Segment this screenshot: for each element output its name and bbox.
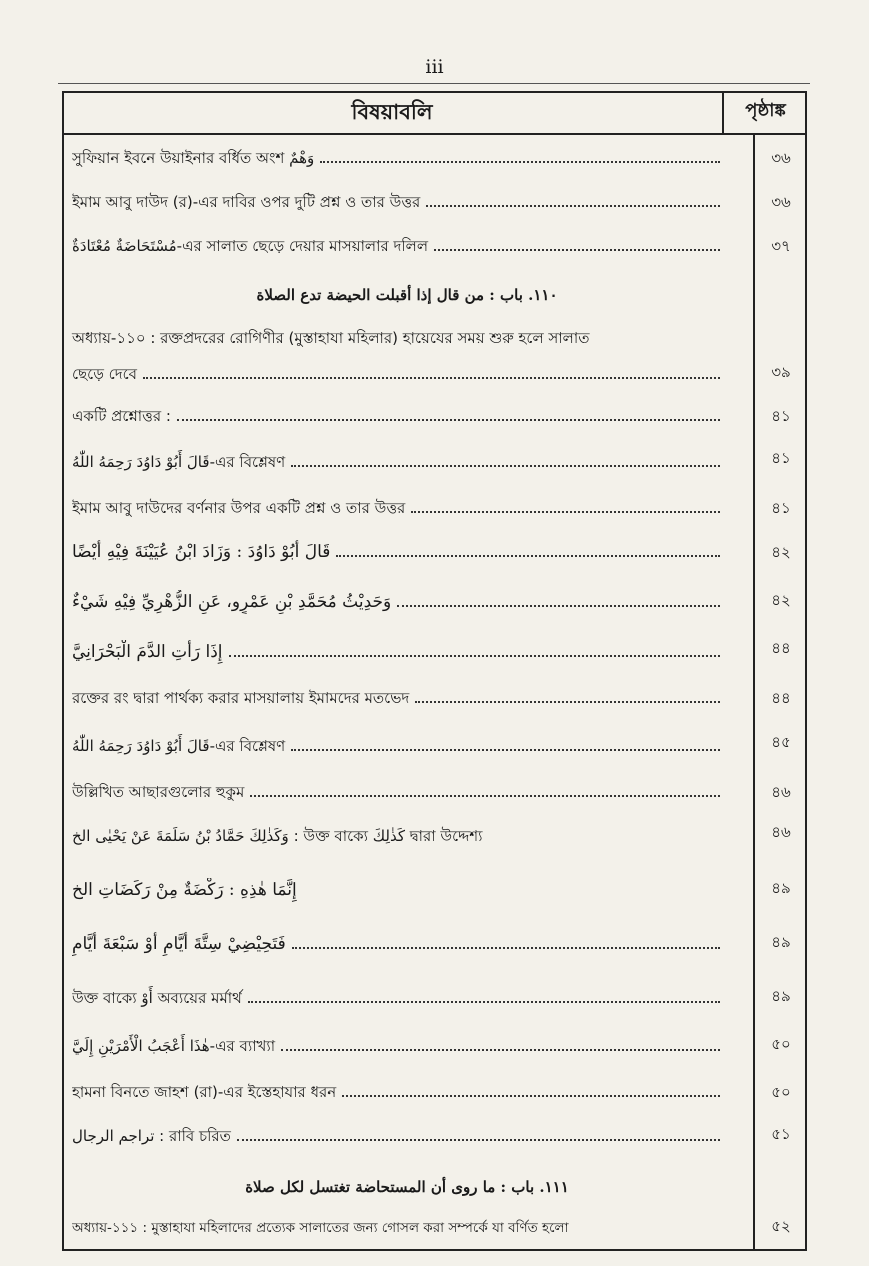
toc-entry bbox=[72, 1034, 720, 1058]
toc-entry bbox=[72, 450, 720, 474]
toc-entry bbox=[72, 734, 720, 758]
toc-entry-text: فَتَحِيْضِيْ سِتَّةَ أَيَّامٍ أَوْ سَبْعَةَ أَيَّامٍ bbox=[72, 932, 290, 956]
toc-entry bbox=[72, 932, 720, 956]
toc-entry-text: সুফিয়ান ইবনে উয়াইনার বর্ধিত অংশ وَهْمٌ bbox=[72, 146, 318, 170]
toc-entry-page: ৫০ bbox=[771, 1083, 791, 1101]
toc-entry-text: مُسْتَحَاضَةٌ مُعْتَادَةٌ-এর সালাত ছেড়ে দেয়ার মাসয়ালার দলিল bbox=[72, 234, 432, 258]
toc-entry bbox=[72, 190, 720, 214]
toc-entry bbox=[72, 234, 720, 258]
toc-entry bbox=[72, 686, 720, 710]
leader-dots bbox=[320, 161, 720, 163]
toc-entry-page: ৫০ bbox=[771, 1035, 791, 1053]
toc-entry-text: إِذَا رَأَتِ الدَّمَ الْبَحْرَانِيَّ bbox=[72, 640, 227, 664]
toc-entry-text: إِنَّمَا هٰذِهِ : رَكْضَةٌ مِنْ رَكَضَاتِ الخ bbox=[72, 880, 301, 900]
toc-entry bbox=[72, 590, 720, 614]
toc-heading: বিষয়াবলি bbox=[351, 100, 433, 124]
leader-dots bbox=[229, 655, 720, 657]
toc-entry bbox=[72, 878, 720, 902]
toc-entry-page: ৪১ bbox=[771, 449, 791, 467]
leader-dots bbox=[415, 701, 720, 703]
toc-entry-text: قَالَ أَبُوْ دَاوُدَ رَحِمَهُ اللّٰهُ-এর বিশ্লেষণ bbox=[72, 450, 289, 474]
toc-entry-page: ৩৯ bbox=[771, 363, 791, 381]
top-rule bbox=[58, 83, 810, 84]
toc-entry-text: وَحَدِيْثُ مُحَمَّدِ بْنِ عَمْرٍو، عَنِ الزُّهْرِيِّ فِيْهِ شَيْءٌ bbox=[72, 590, 395, 614]
toc-entry-page: ৪৯ bbox=[771, 933, 791, 951]
toc-entry-page: ৫১ bbox=[771, 1125, 791, 1143]
toc-frame bbox=[62, 91, 807, 1251]
toc-entry-page: ৪২ bbox=[771, 591, 791, 609]
toc-entry bbox=[72, 986, 720, 1010]
leader-dots bbox=[237, 1139, 720, 1141]
toc-entry bbox=[72, 146, 720, 170]
toc-entry-page: ৩৭ bbox=[771, 237, 791, 255]
toc-entry bbox=[72, 1216, 720, 1240]
toc-entry-text: ইমাম আবু দাউদের বর্ণনার উপর একটি প্রশ্ন ও তার উত্তর bbox=[72, 496, 409, 520]
toc-entry bbox=[72, 404, 720, 428]
toc-entry-page: ৪৯ bbox=[771, 879, 791, 897]
toc-entry-text: تراجم الرجال : রাবি চরিত bbox=[72, 1124, 235, 1148]
toc-entry-page: ৩৬ bbox=[771, 193, 791, 211]
leader-dots bbox=[250, 795, 720, 797]
toc-entry-page: ৪৯ bbox=[771, 987, 791, 1005]
toc-entry-line-1: অধ্যায়-১১০ : রক্তপ্রদরের রোগিণীর (মুস্তাহাযা মহিলার) হায়েযের সময় শুরু হলে সালাত bbox=[72, 329, 590, 347]
chapter-heading-110: ١١٠. باب : من قال إذا أقبلت الحيضة تدع الصلاة bbox=[256, 286, 558, 304]
leader-dots bbox=[143, 377, 720, 379]
toc-entry-text: উক্ত বাক্যে أَوْ অব্যয়ের মর্মার্থ bbox=[72, 986, 246, 1010]
leader-dots bbox=[342, 1095, 720, 1097]
toc-entry-page: ৪১ bbox=[771, 499, 791, 517]
toc-entry-page: ৪৪ bbox=[771, 639, 791, 657]
toc-entry bbox=[72, 362, 720, 386]
toc-entry bbox=[72, 496, 720, 520]
toc-entry-page: ৪৬ bbox=[771, 783, 791, 801]
page-column-heading: পৃষ্ঠাঙ্ক bbox=[745, 100, 786, 121]
leader-dots bbox=[291, 465, 720, 467]
toc-entry-page: ৪২ bbox=[771, 543, 791, 561]
leader-dots bbox=[411, 511, 720, 513]
toc-entry-page: ৪১ bbox=[771, 407, 791, 425]
toc-entry-text: রক্তের রং দ্বারা পার্থক্য করার মাসয়ালায় ইমামদের মতভেদ bbox=[72, 686, 413, 710]
toc-entry-text: একটি প্রশ্নোত্তর : bbox=[72, 404, 175, 428]
leader-dots bbox=[248, 1001, 720, 1003]
toc-entry-page: ৫২ bbox=[771, 1217, 791, 1235]
chapter-heading-111: ١١١. باب : ما روى أن المستحاضة تغتسل لكل صلاة bbox=[245, 1178, 569, 1196]
leader-dots bbox=[397, 605, 720, 607]
leader-dots bbox=[336, 555, 720, 557]
toc-entry bbox=[72, 780, 720, 804]
toc-entry bbox=[72, 1124, 720, 1148]
header-rule bbox=[62, 133, 807, 135]
page-number: iii bbox=[425, 56, 444, 78]
toc-entry bbox=[72, 824, 720, 848]
leader-dots bbox=[281, 1049, 720, 1051]
toc-entry-text: অধ্যায়-১১১ : মুস্তাহাযা মহিলাদের প্রত্যেক সালাতের জন্য গোসল করা সম্পর্কে যা বর্ণিত হলো bbox=[72, 1220, 573, 1236]
leader-dots bbox=[292, 947, 720, 949]
leader-dots bbox=[434, 249, 720, 251]
toc-entry bbox=[72, 1080, 720, 1104]
toc-entry-text: وَكَذٰلِكَ حَمَّادُ بْنُ سَلَمَةَ عَنْ يَحْيٰى الخ : উক্ত বাক্যে كَذٰلِكَ দ্বারা উদ্দেশ্য bbox=[72, 827, 486, 845]
toc-entry-text: উল্লিখিত আছারগুলোর হুকুম bbox=[72, 780, 248, 804]
leader-dots bbox=[426, 205, 720, 207]
toc-entry bbox=[72, 640, 720, 664]
toc-entry-text: ইমাম আবু দাউদ (র)-এর দাবির ওপর দুটি প্রশ্ন ও তার উত্তর bbox=[72, 190, 424, 214]
toc-entry-text: হামনা বিনতে জাহশ (রা)-এর ইস্তেহাযার ধরন bbox=[72, 1080, 340, 1104]
toc-entry-page: ৪৫ bbox=[771, 733, 791, 751]
toc-entry-page: ৪৬ bbox=[771, 823, 791, 841]
toc-entry-page: ৪৪ bbox=[771, 689, 791, 707]
leader-dots bbox=[177, 419, 720, 421]
toc-entry bbox=[72, 540, 720, 564]
toc-entry-text: هٰذَا أَعْجَبُ الْأَمْرَيْنِ إِلَيَّ-এর ব্যাখ্যা bbox=[72, 1034, 279, 1058]
toc-entry-page: ৩৬ bbox=[771, 149, 791, 167]
toc-entry-text: قَالَ أَبُوْ دَاوُدَ : وَزَادَ ابْنُ عُيَيْنَةَ فِيْهِ أَيْضًا bbox=[72, 540, 334, 564]
leader-dots bbox=[291, 749, 720, 751]
toc-entry-text: قَالَ أَبُوْ دَاوُدَ رَحِمَهُ اللّٰهُ-এর বিশ্লেষণ bbox=[72, 734, 289, 758]
toc-entry-text: ছেড়ে দেবে bbox=[72, 362, 141, 386]
